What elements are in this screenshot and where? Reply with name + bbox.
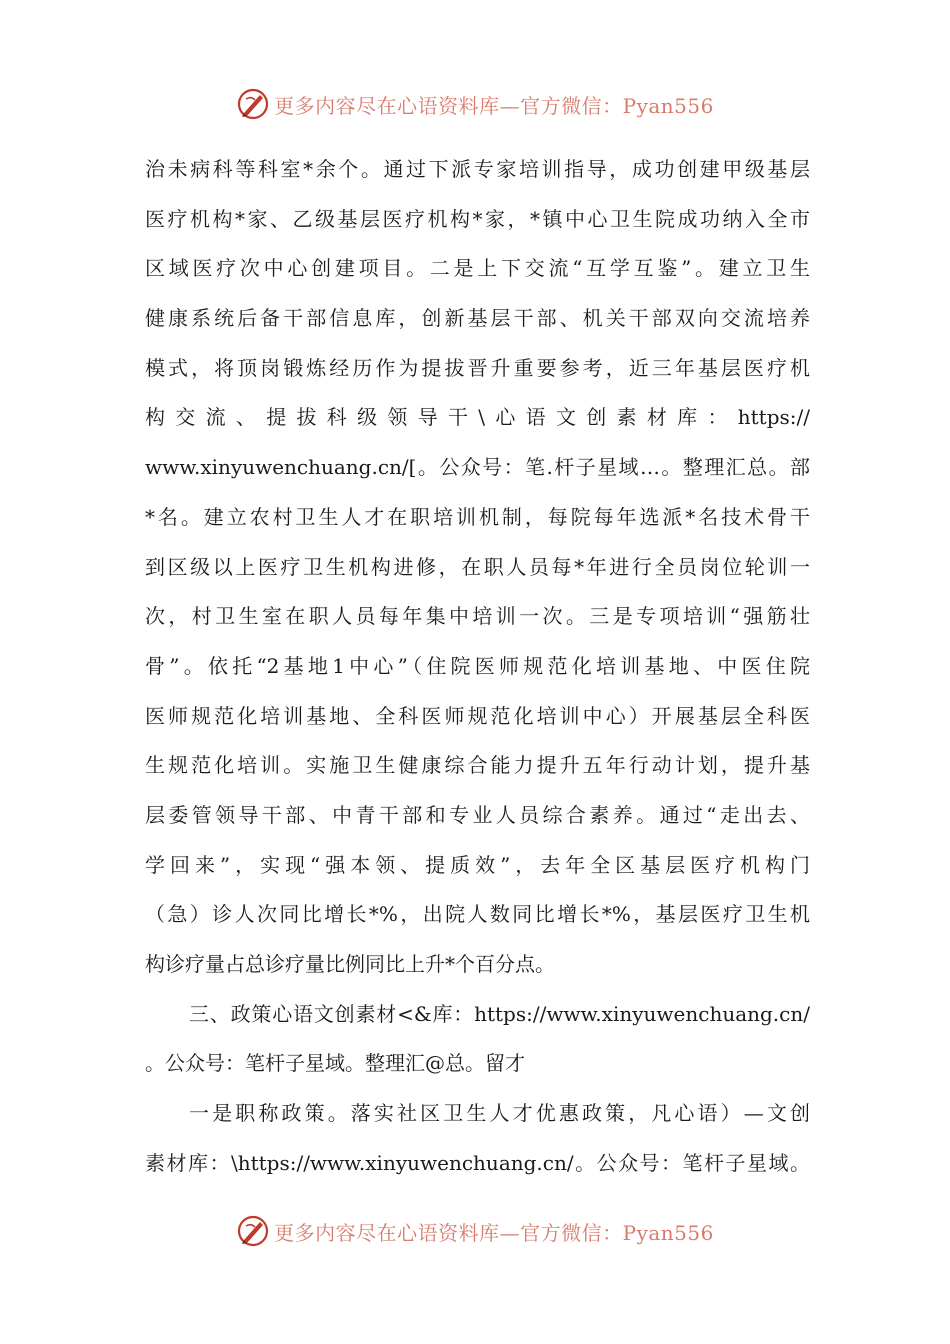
text-line: 一是职称政策。落实社区卫生人才优惠政策，凡心语）—文创	[189, 1101, 810, 1126]
pen-logo-icon	[236, 87, 270, 121]
text-line: 素材库：\https://www.xinyuwenchuang.cn/。公众号：笔杆子星域。	[145, 1150, 810, 1175]
text-line: 。公众号：笔杆子星域。整理汇@总。留才	[145, 1051, 525, 1076]
text-line: 学回来”，实现“强本领、提质效”，去年全区基层医疗机构门	[145, 852, 810, 877]
text-line: www.xinyuwenchuang.cn/[。公众号：笔.杆子星域…。整理汇总。部	[145, 455, 810, 480]
text-line: 骨”。依托“2基地1中心”（住院医师规范化培训基地、中医住院	[145, 653, 810, 678]
text-line: 构交流、提拔科级领导干\心语文创素材库：https://	[145, 405, 810, 430]
text-line: 区域医疗次中心创建项目。二是上下交流“互学互鉴”。建立卫生	[145, 256, 810, 281]
text-line: 治未病科等科室*余个。通过下派专家培训指导，成功创建甲级基层	[145, 157, 810, 181]
text-line: 医师规范化培训基地、全科医师规范化培训中心）开展基层全科医	[145, 703, 810, 728]
footer-banner-text: 更多内容尽在心语资料库—官方微信：Pyan556	[274, 1220, 714, 1245]
section-heading-line: 三、政策心语文创素材<&库：https://www.xinyuwenchuang.cn/	[189, 1001, 810, 1026]
text-line: *名。建立农村卫生人才在职培训机制，每院每年选派*名技术骨干	[145, 504, 810, 529]
text-line: （急）诊人次同比增长*%，出院人数同比增长*%，基层医疗卫生机	[145, 902, 810, 927]
text-line: 次，村卫生室在职人员每年集中培训一次。三是专项培训“强筋壮	[145, 604, 810, 629]
text-line: 构诊疗量占总诊疗量比例同比上升*个百分点。	[145, 952, 555, 976]
header-banner	[0, 84, 950, 124]
text-line: 层委管领导干部、中青干部和专业人员综合素养。通过“走出去、	[145, 802, 810, 827]
text-line: 模式，将顶岗锻炼经历作为提拔晋升重要参考，近三年基层医疗机	[145, 355, 810, 380]
text-line: 生规范化培训。实施卫生健康综合能力提升五年行动计划，提升基	[145, 753, 810, 778]
document-body	[145, 145, 810, 1188]
text-line: 健康系统后备干部信息库，创新基层干部、机关干部双向交流培养	[145, 306, 810, 331]
header-banner-text: 更多内容尽在心语资料库—官方微信：Pyan556	[274, 93, 714, 118]
text-line: 到区级以上医疗卫生机构进修，在职人员每*年进行全员岗位轮训一	[145, 554, 810, 579]
pen-logo-icon	[236, 1214, 270, 1248]
text-line: 医疗机构*家、乙级基层医疗机构*家，*镇中心卫生院成功纳入全市	[145, 206, 810, 231]
footer-banner	[0, 1211, 950, 1251]
